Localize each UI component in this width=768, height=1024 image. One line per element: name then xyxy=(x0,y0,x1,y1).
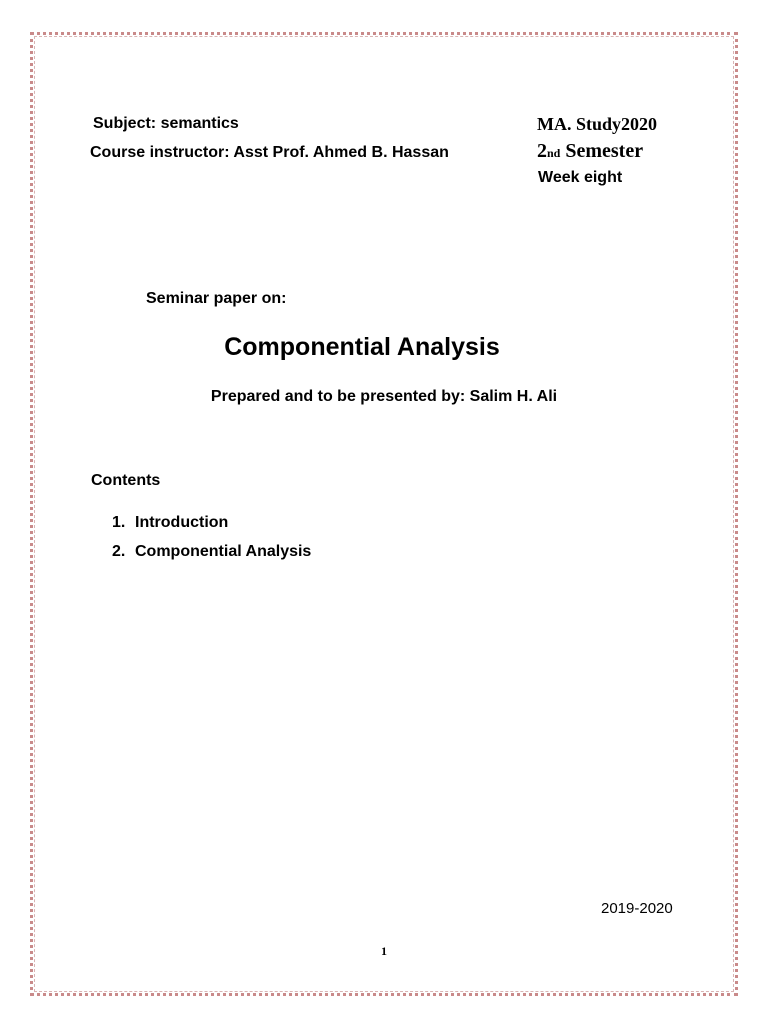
page-title: Componential Analysis xyxy=(224,333,500,361)
week-label: Week eight xyxy=(538,169,623,186)
contents-heading: Contents xyxy=(91,472,161,489)
list-item xyxy=(112,543,311,572)
semester-word: Semester xyxy=(565,140,644,162)
list-item-number: 1. xyxy=(112,514,126,531)
course-instructor-line: Course instructor: Asst Prof. Ahmed B. Hassan xyxy=(90,144,449,161)
list-item-number: 2. xyxy=(112,543,126,560)
presenter-line: Prepared and to be presented by: Salim H. Ali xyxy=(210,388,558,405)
semester-label xyxy=(537,140,643,163)
academic-year: 2019-2020 xyxy=(601,900,673,917)
list-item-label: Introduction xyxy=(135,514,229,531)
list-item-label: Componential Analysis xyxy=(135,543,312,560)
contents-list xyxy=(112,514,311,572)
program-label: MA. Study2020 xyxy=(537,114,658,134)
subject-line: Subject: semantics xyxy=(93,115,239,132)
semester-ordinal: nd xyxy=(547,146,561,160)
semester-number: 2 xyxy=(537,140,547,162)
list-item xyxy=(112,514,311,543)
seminar-intro: Seminar paper on: xyxy=(146,290,287,307)
page-number: 1 xyxy=(381,944,387,958)
